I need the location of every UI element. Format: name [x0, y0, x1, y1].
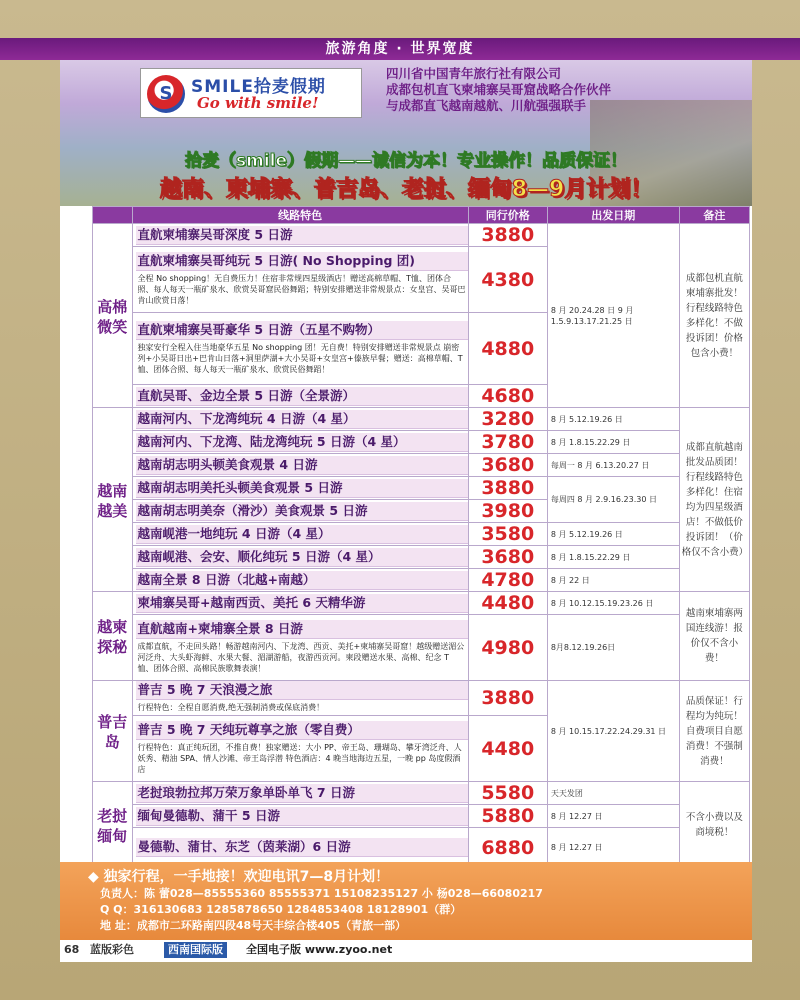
departure-date: 8 月 1.8.15.22.29 日 — [547, 546, 679, 569]
company-line: 成都包机直飞柬埔寨吴哥窟战略合作伙伴 — [386, 82, 612, 97]
route-price: 4780 — [468, 569, 547, 592]
contact-footer — [60, 862, 752, 940]
company-line: 四川省中国青年旅行社有限公司 — [386, 66, 562, 81]
page-number: 68 — [64, 943, 80, 956]
departure-date: 8 月 5.12.19.26 日 — [547, 408, 679, 431]
route-title: 越南岘港、会安、顺化纯玩 5 日游（4 星） — [136, 548, 468, 567]
departure-date: 8 月 5.12.19.26 日 — [547, 523, 679, 546]
departure-date: 每周一 8 月 6.13.20.27 日 — [547, 454, 679, 477]
route-row — [132, 523, 468, 546]
route-note: 越南柬埔寨两国连线游！报价仅不含小费！ — [679, 592, 749, 681]
route-price: 3680 — [468, 454, 547, 477]
route-row — [132, 313, 468, 385]
route-row — [132, 500, 468, 523]
route-row — [132, 477, 468, 500]
route-title: 柬埔寨吴哥+越南西贡、美托 6 天精华游 — [136, 594, 468, 613]
route-title: 直航柬埔寨吴哥豪华 5 日游（五星不购物） — [136, 321, 468, 340]
route-row — [132, 805, 468, 828]
departure-date: 8 月 22 日 — [547, 569, 679, 592]
route-price: 3280 — [468, 408, 547, 431]
route-title: 直航柬埔寨吴哥纯玩 5 日游( No Shopping 团) — [136, 252, 468, 271]
route-desc: 行程特色：真正纯玩团，不推自费！独家赠送：大小 PP、帝王岛、珊瑚岛、攀牙湾泛舟、人妖秀、精油 SPA、情人沙滩、帝王岛浮潜 特色酒店：4 晚当地海边五星，一晚 pp 岛度假酒店 — [137, 742, 462, 774]
route-title: 直航吴哥、金边全景 5 日游（全景游） — [136, 387, 468, 406]
departure-date: 8月8.12.19.26日 — [547, 615, 679, 681]
region-vietnam: 越南越美 — [93, 408, 133, 592]
magazine-band: 旅游角度 · 世界宽度 — [0, 38, 800, 60]
slogan: 拾麦（smile）假期——诚信为本！专业操作！品质保证！ — [184, 151, 627, 171]
company-info — [386, 66, 611, 114]
header-price: 同行价格 — [468, 207, 547, 224]
route-row — [132, 716, 468, 782]
route-price: 5580 — [468, 782, 547, 805]
departure-date: 8 月 10.15.17.22.24.29.31 日 — [547, 681, 679, 782]
route-price: 3880 — [468, 224, 547, 247]
logo-name: SMILE拾麦假期 — [191, 77, 326, 97]
route-row — [132, 569, 468, 592]
route-title: 普吉 5 晚 7 天纯玩尊享之旅（零自费） — [136, 721, 468, 740]
route-title: 直航柬埔寨吴哥深度 5 日游 — [136, 226, 468, 245]
route-price: 3880 — [468, 681, 547, 716]
route-title: 越南胡志明美奈（滑沙）美食观景 5 日游 — [136, 502, 468, 521]
route-title: 越南胡志明头顿美食观景 4 日游 — [136, 456, 468, 475]
route-title: 越南河内、下龙湾纯玩 4 日游（4 星） — [136, 410, 468, 429]
route-price: 4980 — [468, 615, 547, 681]
route-title: 直航越南+柬埔寨全景 8 日游 — [136, 620, 468, 639]
route-row — [132, 247, 468, 313]
departure-date: 8 月 1.8.15.22.29 日 — [547, 431, 679, 454]
ad-header — [60, 60, 752, 206]
header-route: 线路特色 — [132, 207, 468, 224]
route-row — [132, 408, 468, 431]
departure-date: 8 月 12.27 日 — [547, 805, 679, 828]
route-title: 老挝琅勃拉邦万荣万象单卧单飞 7 日游 — [136, 784, 468, 803]
route-price: 3780 — [468, 431, 547, 454]
footer-headline: ◆ 独家行程，一手地接！欢迎电讯7—8月计划！ — [88, 869, 390, 885]
region-laos-myanmar: 老挝缅甸 — [93, 782, 133, 868]
departure-date: 天天发团 — [547, 782, 679, 805]
region-phuket: 普吉岛 — [93, 681, 133, 782]
route-row — [132, 454, 468, 477]
route-row — [132, 546, 468, 569]
section-name: 蓝版彩色 — [90, 943, 134, 956]
route-title: 越南全景 8 日游（北越+南越） — [136, 571, 468, 590]
ad-panel — [60, 60, 752, 940]
route-desc: 全程 No shopping！无自费压力！住宿非常规四星级酒店！赠送高棉草帽、T恤、团体合照、每人每天一瓶矿泉水、欣赏吴哥窟民俗舞蹈；特别安排赠送非常规景点：女皇宫、吴哥巴肯山欣赏日落！ — [137, 273, 466, 305]
route-price: 6880 — [468, 828, 547, 868]
route-price: 3880 — [468, 477, 547, 500]
route-title: 越南岘港一地纯玩 4 日游（4 星） — [136, 525, 468, 544]
departure-date: 8 月 12.27 日 — [547, 828, 679, 868]
region-viet-cambodia: 越柬探秘 — [93, 592, 133, 681]
header-note: 备注 — [679, 207, 749, 224]
smile-logo — [140, 68, 362, 118]
route-row — [132, 224, 468, 247]
route-row — [132, 615, 468, 681]
itinerary-table — [92, 206, 750, 868]
route-price: 4680 — [468, 385, 547, 408]
route-note: 品质保证！行程均为纯玩！自费项目自愿消费！不强制消费！ — [679, 681, 749, 782]
edition-badge: 西南国际版 — [164, 942, 227, 958]
route-note: 不含小费以及商境税！ — [679, 782, 749, 868]
route-price: 5880 — [468, 805, 547, 828]
logo-mark: S — [159, 83, 173, 104]
contact-details — [100, 886, 543, 934]
company-line: 与成都直飞越南越航、川航强强联手 — [386, 98, 587, 113]
contact-phones: 负责人：陈 蕾028—85555360 85555371 15108235127 小 杨028—66080217 — [100, 887, 543, 900]
page-footer — [60, 940, 752, 962]
route-price: 4880 — [468, 313, 547, 385]
route-title: 越南胡志明美托头顿美食观景 5 日游 — [136, 479, 468, 498]
logo-tagline: Go with smile! — [197, 94, 319, 112]
route-desc: 独家安行全程入住当地豪华五星 No shopping 团！无自费！特别安排赠送非常规景点 崩密列+小吴哥日出+巴肯山日落+洞里萨湖+大小吴哥+女皇宫+傣族早餐；赠送：高棉草帽、T恤、团体合照、每人每天一瓶矿泉水、欣赏民俗舞蹈！ — [137, 342, 463, 374]
departure-date: 每周四 8 月 2.9.16.23.30 日 — [547, 477, 679, 523]
route-price: 3980 — [468, 500, 547, 523]
route-row — [132, 782, 468, 805]
route-price: 3680 — [468, 546, 547, 569]
departure-date: 8 月 10.12.15.19.23.26 日 — [547, 592, 679, 615]
route-row — [132, 681, 468, 716]
route-price: 4480 — [468, 592, 547, 615]
header-blank — [93, 207, 133, 224]
route-desc: 成都直航，不走回头路！畅游越南河内、下龙湾、西贡、美托+柬埔寨吴哥窟！越级赠送湄公河泛舟、大头虾海鲜、水果大餐、湄湖游船，夜游西贡河。柬段赠送水果、高棉、纪念 T 恤、团体合照、高棉民族歌舞表演！ — [137, 641, 465, 673]
contact-address: 地 址：成都市二环路南四段48号天丰综合楼405（青旅一部） — [100, 919, 407, 932]
contact-qq: Q Q：316130683 1285878650 1284853408 18128901（群） — [100, 903, 462, 916]
route-price: 4380 — [468, 247, 547, 313]
route-row — [132, 592, 468, 615]
route-price: 4480 — [468, 716, 547, 782]
departure-date: 8 月 20.24.28 日 9 月 1.5.9.13.17.21.25 日 — [547, 224, 679, 408]
route-title: 普吉 5 晚 7 天浪漫之旅 — [136, 681, 468, 700]
region-cambodia: 高棉微笑 — [93, 224, 133, 408]
route-title: 曼德勒、蒲甘、东芝（茵莱湖）6 日游 — [136, 838, 468, 857]
route-desc: 行程特色：全程自愿消费,绝无强制消费或保底消费！ — [137, 703, 325, 712]
route-note: 成都包机直航柬埔寨批发！行程线路特色多样化！不做投诉团！价格包含小费！ — [679, 224, 749, 408]
route-note: 成都直航越南批发品质团！行程线路特色多样化！住宿均为四星级酒店！不做低价投诉团！（价格仅不含小费） — [679, 408, 749, 592]
route-title: 越南河内、下龙湾、陆龙湾纯玩 5 日游（4 星） — [136, 433, 468, 452]
header-date: 出发日期 — [547, 207, 679, 224]
route-price: 3580 — [468, 523, 547, 546]
route-row — [132, 385, 468, 408]
route-title: 缅甸曼德勒、蒲干 5 日游 — [136, 807, 468, 826]
route-row — [132, 431, 468, 454]
website-link[interactable]: 全国电子版 www.zyoo.net — [246, 943, 393, 956]
main-title: 越南、柬埔寨、普吉岛、老挝、缅甸8—9月计划！ — [159, 177, 653, 202]
